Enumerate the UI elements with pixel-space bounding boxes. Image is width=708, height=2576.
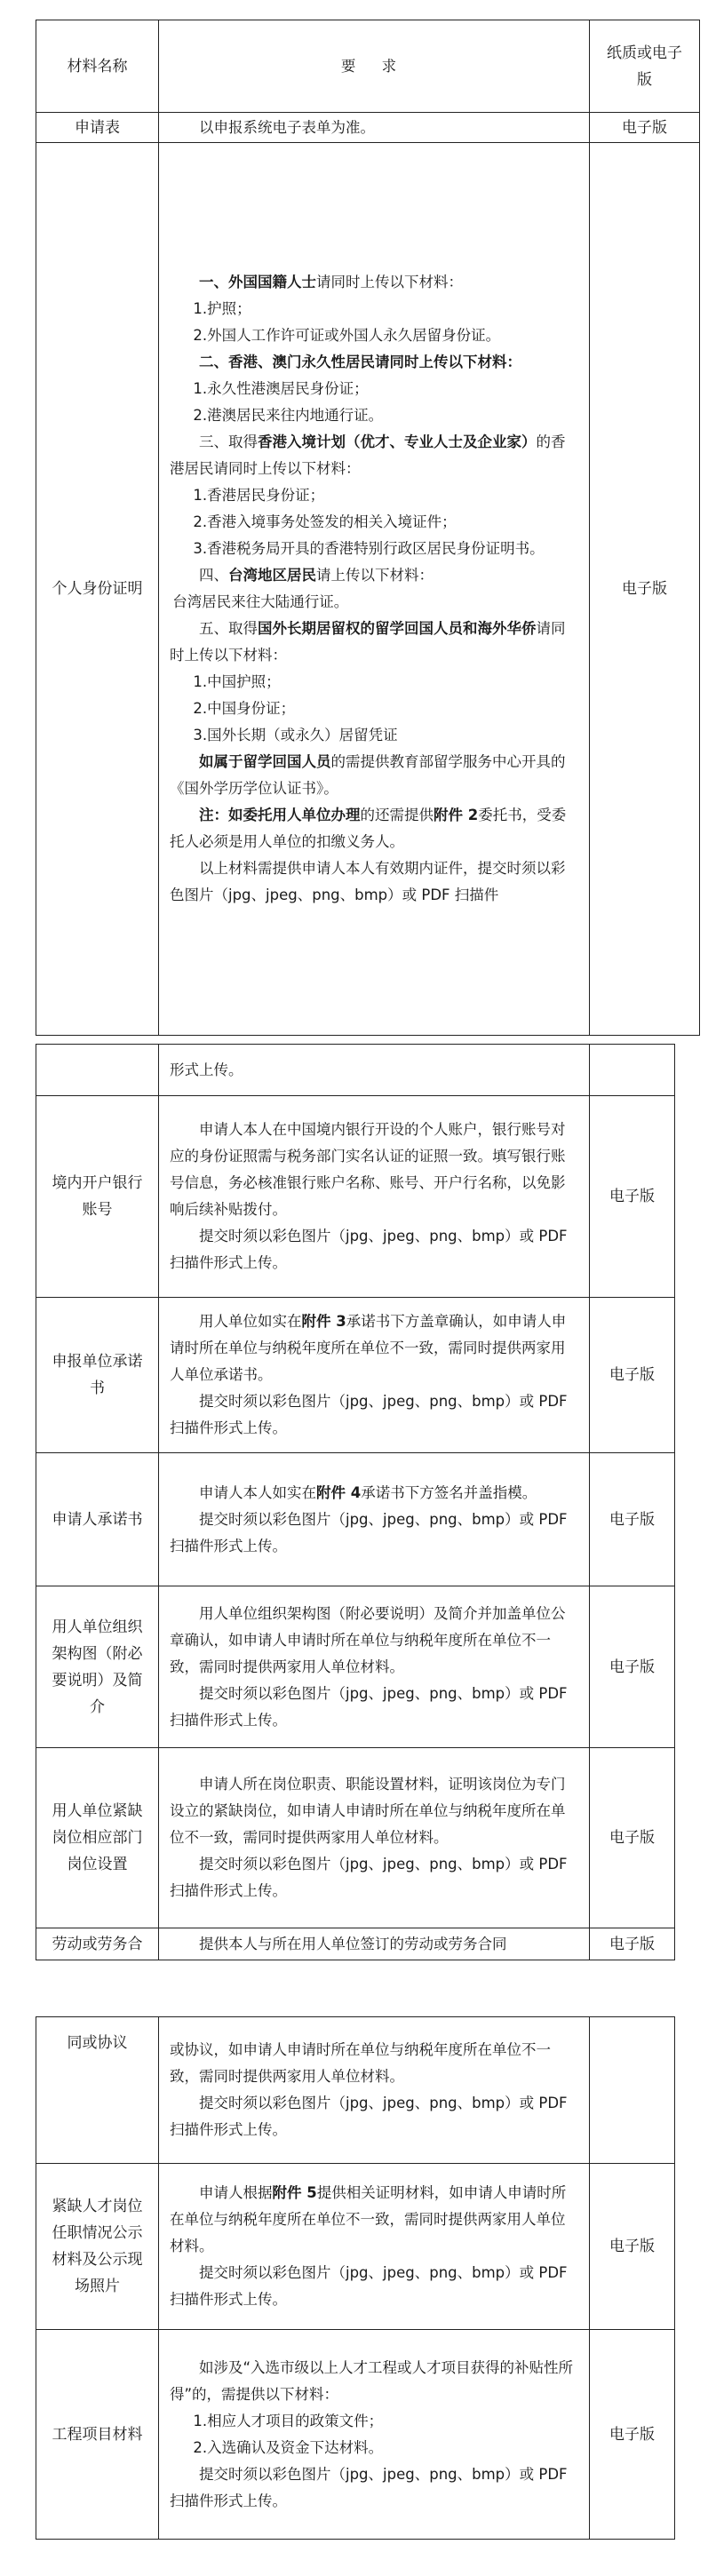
id-section-3: 三、取得香港入境计划（优才、专业人士及企业家）的香港居民请同时上传以下材料： (170, 433, 566, 477)
org-desc: 用人单位组织架构图（附必要说明）及简介并加盖单位公章确认，如申请人申请时所在单位与纳税年度所在单位不一致，需同时提供两家用人单位材料。 (170, 1604, 566, 1675)
unit-promise-upload: 提交时须以彩色图片（jpg、jpeg、png、bmp）或 PDF 扫描件形式上传。 (170, 1393, 568, 1436)
row-type-org: 电子版 (590, 1586, 675, 1748)
id-upload-note: 以上材料需提供申请人本人有效期内证件，提交时须以彩色图片（jpg、jpeg、png、bmp）或 PDF 扫描件 (170, 860, 566, 903)
table-row (36, 1096, 675, 1298)
header-format: 纸质或电子版 (590, 20, 700, 113)
project-item2: 2.入选确认及资金下达材料。 (193, 2438, 384, 2456)
row-name-labor: 劳动或劳务合 (36, 1928, 159, 1960)
table-row (36, 2164, 675, 2330)
table-row (36, 1748, 675, 1928)
bank-upload: 提交时须以彩色图片（jpg、jpeg、png、bmp）或 PDF 扫描件形式上传。 (170, 1228, 568, 1271)
id-s5-item2: 2.中国身份证； (193, 700, 296, 717)
post-upload: 提交时须以彩色图片（jpg、jpeg、png、bmp）或 PDF 扫描件形式上传。 (170, 1856, 568, 1899)
row-type-talent: 电子版 (590, 2164, 675, 2330)
row-name-unit-promise: 申报单位承诺书 (36, 1298, 159, 1453)
id-s5-item3: 3.国外长期（或永久）居留凭证 (193, 727, 398, 743)
header-requirements: 要 求 (159, 20, 590, 113)
unit-promise-desc: 用人单位如实在附件 3承诺书下方盖章确认，如申请人申请时所在单位与纳税年度所在单位不一致，需同时提供两家用人单位承诺书。 (170, 1313, 567, 1383)
post-desc: 申请人所在岗位职责、职能设置材料，证明该岗位为专门设立的紧缺岗位，如申请人申请时所在单位与纳税年度所在单位不一致，需同时提供两家用人单位材料。 (170, 1776, 566, 1846)
row-name-talent: 紧缺人才岗位任职情况公示材料及公示现场照片 (36, 2164, 159, 2330)
project-item1: 1.相应人才项目的政策文件； (193, 2412, 384, 2429)
id-s1-item2: 2.外国人工作许可证或外国人永久居留身份证。 (193, 327, 501, 344)
row-name-bank: 境内开户银行账号 (36, 1096, 159, 1298)
id-s2-item1: 1.永久性港澳居民身份证； (193, 380, 369, 397)
org-upload: 提交时须以彩色图片（jpg、jpeg、png、bmp）或 PDF 扫描件形式上传。 (170, 1684, 568, 1729)
row-name-person-promise: 申请人承诺书 (36, 1453, 159, 1586)
id-s5-item1: 1.中国护照； (193, 673, 281, 690)
row-type-post: 电子版 (590, 1748, 675, 1928)
table-row (36, 2330, 675, 2540)
labor-desc: 提供本人与所在用人单位签订的劳动或劳务合同 (199, 1935, 507, 1952)
row-type-labor: 电子版 (590, 1928, 675, 1960)
row-type-apply: 电子版 (590, 113, 700, 143)
project-upload: 提交时须以彩色图片（jpg、jpeg、png、bmp）或 PDF 扫描件形式上传。 (170, 2465, 568, 2509)
table-row (36, 1045, 675, 1096)
id-upload-continued: 形式上传。 (170, 1061, 243, 1078)
table-row (36, 1453, 675, 1586)
table-row (36, 1298, 675, 1453)
labor-cont-desc: 或协议，如申请人申请时所在单位与纳税年度所在单位不一致，需同时提供两家用人单位材料。 (170, 2041, 551, 2085)
row-name-apply: 申请表 (36, 113, 159, 143)
table-row (36, 143, 700, 1036)
id-s3-item3: 3.香港税务局开具的香港特别行政区居民身份证明书。 (193, 540, 545, 557)
row-name-labor-cont: 同或协议 (36, 2017, 159, 2164)
row-type-id: 电子版 (590, 143, 700, 1036)
id-s3-item1: 1.香港居民身份证； (193, 487, 325, 504)
id-s2-item2: 2.港澳居民来往内地通行证。 (193, 407, 384, 424)
row-req-apply: 以申报系统电子表单为准。 (199, 118, 375, 136)
table-row (36, 2017, 675, 2164)
id-section-2: 二、香港、澳门永久性居民请同时上传以下材料： (199, 354, 521, 370)
id-section-6: 如属于留学回国人员的需提供教育部留学服务中心开具的《国外学历学位认证书》。 (170, 753, 566, 797)
row-name-post: 用人单位紧缺岗位相应部门岗位设置 (36, 1748, 159, 1928)
id-section-4: 四、台湾地区居民请上传以下材料： (199, 567, 434, 584)
bank-desc: 申请人本人在中国境内银行开设的个人账户，银行账号对应的身份证照需与税务部门实名认证的证照一致。填写银行账号信息，务必核准银行账户名称、账号、开户行名称，以免影响后续补贴拨付。 (170, 1121, 566, 1218)
id-section-1: 一、外国国籍人士请同时上传以下材料： (199, 274, 463, 290)
id-section-5: 五、取得国外长期居留权的留学回国人员和海外华侨请同时上传以下材料： (170, 620, 566, 664)
labor-cont-upload: 提交时须以彩色图片（jpg、jpeg、png、bmp）或 PDF 扫描件形式上传。 (170, 2095, 568, 2138)
row-type-person-promise: 电子版 (590, 1453, 675, 1586)
row-type-bank: 电子版 (590, 1096, 675, 1298)
row-type-project: 电子版 (590, 2330, 675, 2540)
row-name-id: 个人身份证明 (36, 143, 159, 1036)
materials-table-part2 (36, 1044, 675, 1960)
materials-table-part3 (36, 2016, 675, 2540)
table-row (36, 1928, 675, 1960)
talent-upload: 提交时须以彩色图片（jpg、jpeg、png、bmp）或 PDF 扫描件形式上传。 (170, 2264, 568, 2308)
person-promise-upload: 提交时须以彩色图片（jpg、jpeg、png、bmp）或 PDF 扫描件形式上传。 (170, 1510, 568, 1554)
talent-desc: 申请人根据附件 5提供相关证明材料，如申请人申请时所在单位与纳税年度所在单位不一致，需同时提供两家用人单位材料。 (170, 2184, 567, 2254)
id-note: 注：如委托用人单位办理的还需提供附件 2委托书，受委托人必须是用人单位的扣缴义务人。 (170, 807, 567, 850)
id-s3-item2: 2.香港入境事务处签发的相关入境证件； (193, 513, 457, 530)
row-type-unit-promise: 电子版 (590, 1298, 675, 1453)
materials-table-part1 (36, 20, 700, 1036)
row-name-org: 用人单位组织架构图（附必要说明）及简介 (36, 1586, 159, 1748)
id-s4-item1: 台湾居民来往大陆通行证。 (172, 593, 349, 610)
table-row (36, 1586, 675, 1748)
header-material-name: 材料名称 (36, 20, 159, 113)
person-promise-desc: 申请人本人如实在附件 4承诺书下方签名并盖指模。 (199, 1483, 537, 1501)
row-name-project: 工程项目材料 (36, 2330, 159, 2540)
id-s1-item1: 1.护照； (193, 300, 251, 317)
table-header-row (36, 20, 700, 113)
table-row (36, 113, 700, 143)
project-desc: 如涉及“入选市级以上人才工程或人才项目获得的补贴性所得”的，需提供以下材料： (170, 2358, 574, 2403)
